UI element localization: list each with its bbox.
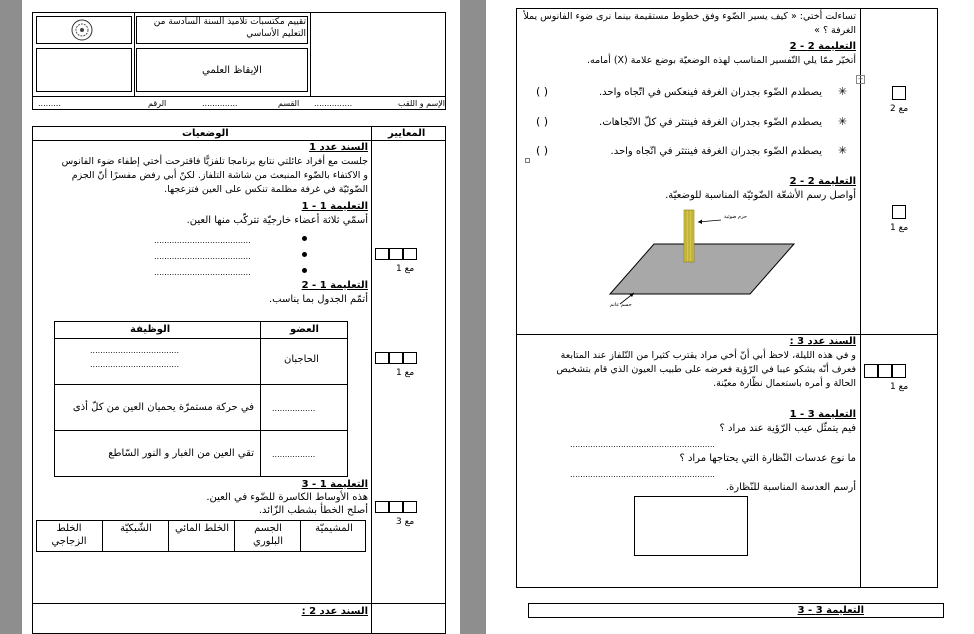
- light-diagram: [606, 200, 806, 310]
- criteria-label: مع 1: [890, 223, 909, 233]
- name-dots[interactable]: ...............: [314, 99, 353, 108]
- medium-cell-1[interactable]: المشيميّة: [315, 523, 353, 534]
- page-right: [486, 0, 974, 634]
- medium-cell-3[interactable]: الخلط المائي: [174, 523, 230, 534]
- option-3-check[interactable]: ( ): [536, 144, 549, 157]
- task-3-1-q3: أرسم العدسة المناسبة للنّظارة.: [725, 482, 856, 493]
- score-box[interactable]: [892, 205, 906, 219]
- score-box[interactable]: [389, 352, 403, 364]
- task-2-2a-title: التعليمة 2 - 2: [789, 41, 856, 52]
- star-bullet-icon: ✳: [838, 85, 848, 98]
- star-bullet-icon: ✳: [838, 115, 848, 128]
- label-opaque-body: جسم عاتم: [610, 302, 632, 308]
- task-3-3-title: التعليمة 3 - 3: [797, 605, 864, 616]
- task-2-2b-prompt: أواصل رسم الأشعّة الضّوئيّة المناسبة للوضعيّة.: [665, 190, 856, 201]
- task-1-1-title: التعليمة 1 - 1: [301, 201, 368, 212]
- logo-box-2: [36, 48, 132, 92]
- medium-cell-5[interactable]: الخلط الزجاجي: [51, 523, 87, 547]
- number-dots[interactable]: .........: [38, 99, 61, 108]
- answer-dots[interactable]: ...................................: [90, 360, 180, 369]
- task-3-1-title: التعليمة 3 - 1: [789, 409, 856, 420]
- score-box[interactable]: [878, 364, 892, 378]
- score-box[interactable]: [403, 501, 417, 513]
- answer-dots[interactable]: .........................................................: [570, 440, 715, 449]
- option-2: يصطدم الضّوء بجدران الغرفة فينتثر في كلّ الاتّجاهات.: [599, 117, 822, 128]
- score-box[interactable]: [375, 352, 389, 364]
- star-bullet-icon: ✳: [838, 144, 848, 157]
- criteria-label: مع 1: [890, 382, 909, 392]
- header-title: تقييم مكتسبات تلاميذ السنة السادسة من التعليم الأساسي: [153, 17, 306, 39]
- task-2-2a-prompt: أتخيّر ممّا يلي التّفسير المناسب لهذه الوضعيّة بوضع علامة (X) أمامه.: [586, 55, 856, 66]
- medium-cell-2[interactable]: الجسم البلوري: [253, 523, 283, 547]
- score-box[interactable]: [389, 248, 403, 260]
- doc2-bottom-title: السند عدد 2 :: [301, 606, 368, 617]
- move-handle-icon[interactable]: +: [857, 75, 864, 83]
- task-1-1-prompt: أسمّي ثلاثة أعضاء خارجيّة تتركّب منها العين.: [186, 215, 368, 226]
- score-box[interactable]: [375, 248, 389, 260]
- section-label: القسم: [278, 99, 300, 108]
- opaque-surface: [610, 244, 794, 294]
- section-dots[interactable]: ..............: [202, 99, 238, 108]
- score-box[interactable]: [403, 248, 417, 260]
- col-organ: العضو: [290, 324, 319, 335]
- answer-dots[interactable]: ......................................: [154, 236, 251, 245]
- row1-organ: الحاجبان: [284, 354, 319, 365]
- task-3-3-box: [528, 603, 944, 618]
- answer-dots[interactable]: .................: [272, 404, 316, 413]
- doc1-line-3: الضّوئيّة في غرفة مظلمة تنكس على العين فتزعجها.: [164, 184, 368, 195]
- criteria-label: مع 1: [396, 264, 415, 274]
- doc1-line-1: جلست مع أفراد عائلتي نتابع برنامجا تلفزيًّا فاقترحت أختي إطفاء ضوء الفانوس: [61, 156, 368, 167]
- answer-dots[interactable]: ...................................: [90, 346, 180, 355]
- name-label: الإسم و اللقب: [398, 99, 445, 108]
- score-box[interactable]: [375, 501, 389, 513]
- doc1-line-2: و الاكتفاء بالضّوء المنبعث من شاشة التلفاز. لكنّ أبي رفض مفسرًا أنّ الجزم: [71, 170, 368, 181]
- task-1-3-prompt-1: هذه الأوساط الكاسرة للضّوء في العين.: [206, 492, 368, 503]
- task-1-3-title: التعليمة 1 - 3: [301, 479, 368, 490]
- option-1: يصطدم الضّوء بجدران الغرفة فينعكس في اتّجاه واحد.: [598, 87, 822, 98]
- col-function: الوظيفة: [130, 324, 171, 335]
- bullet: [302, 252, 307, 257]
- criteria-label: مع 2: [890, 104, 909, 114]
- score-box[interactable]: [892, 364, 906, 378]
- task-3-1-q1: فيم يتمثّل عيب الرّؤية عند مراد ؟: [719, 423, 856, 434]
- col-situations-header: الوضعيات: [182, 128, 229, 139]
- task-1-3-prompt-2: أصلح الخطأ بشطب الزّائد.: [258, 505, 368, 516]
- col-criteria-header: المعايير: [388, 128, 426, 139]
- score-box[interactable]: [892, 86, 906, 100]
- bullet: [302, 268, 307, 273]
- label-light-beam: حزم ضوئية: [724, 214, 747, 220]
- doc3-line-1: و في هذه الليلة، لاحظ أبي أنّ أخي مراد يقترب كثيرا من التّلفاز عند المتابعة: [560, 350, 856, 361]
- doc3-line-2: فعرف أنّه يشكو عيبا في الرّؤية فعرضه على طبيب العيون الذي قام بتشخيص: [556, 364, 856, 375]
- criteria-label: مع 1: [396, 368, 415, 378]
- row2-function: في حركة مستمرّة يحميان العين من كلّ أذى: [72, 402, 254, 413]
- task-1-2-title: التعليمة 1 - 2: [301, 280, 368, 291]
- criteria-label: مع 3: [396, 517, 415, 527]
- option-3: يصطدم الضّوء بجدران الغرفة فينتثر في اتّجاه واحد.: [610, 146, 822, 157]
- bullet: [302, 236, 307, 241]
- doc2-question: تساءلت أختي: « كيف يسير الضّوء وفق خطوط مستقيمة بينما نرى ضوء الفانوس يملأ الغرفة ؟ »: [523, 11, 856, 36]
- answer-dots[interactable]: .........................................................: [570, 470, 715, 479]
- option-1-check[interactable]: ( ): [536, 85, 549, 98]
- subject-title: الإيقاظ العلمي: [202, 65, 262, 76]
- lens-drawing-box[interactable]: [634, 496, 748, 556]
- medium-cell-4[interactable]: الشّبكيّة: [120, 523, 152, 534]
- number-label: الرقم: [148, 99, 167, 108]
- answer-dots[interactable]: ......................................: [154, 268, 251, 277]
- task-1-2-prompt: أتمّم الجدول بما يناسب.: [269, 294, 368, 305]
- score-box[interactable]: [403, 352, 417, 364]
- doc3-title: السند عدد 3 :: [789, 336, 856, 347]
- small-square-icon: [525, 158, 530, 163]
- row3-function: تقي العين من الغبار و النور السّاطع: [108, 448, 254, 459]
- page-left: [22, 0, 460, 634]
- task-2-2b-title: التعليمة 2 - 2: [789, 176, 856, 187]
- emblem-icon: [70, 18, 94, 42]
- task-3-1-q2: ما نوع عدسات النّظارة التي يحتاجها مراد ؟: [679, 453, 856, 464]
- option-2-check[interactable]: ( ): [536, 115, 549, 128]
- score-box[interactable]: [389, 501, 403, 513]
- answer-dots[interactable]: ......................................: [154, 252, 251, 261]
- answer-dots[interactable]: .................: [272, 450, 316, 459]
- doc1-title: السند عدد 1: [309, 142, 368, 153]
- score-box[interactable]: [864, 364, 878, 378]
- doc3-line-3: الحالة و أمره باستعمال نظّارة معيّنة.: [713, 378, 856, 389]
